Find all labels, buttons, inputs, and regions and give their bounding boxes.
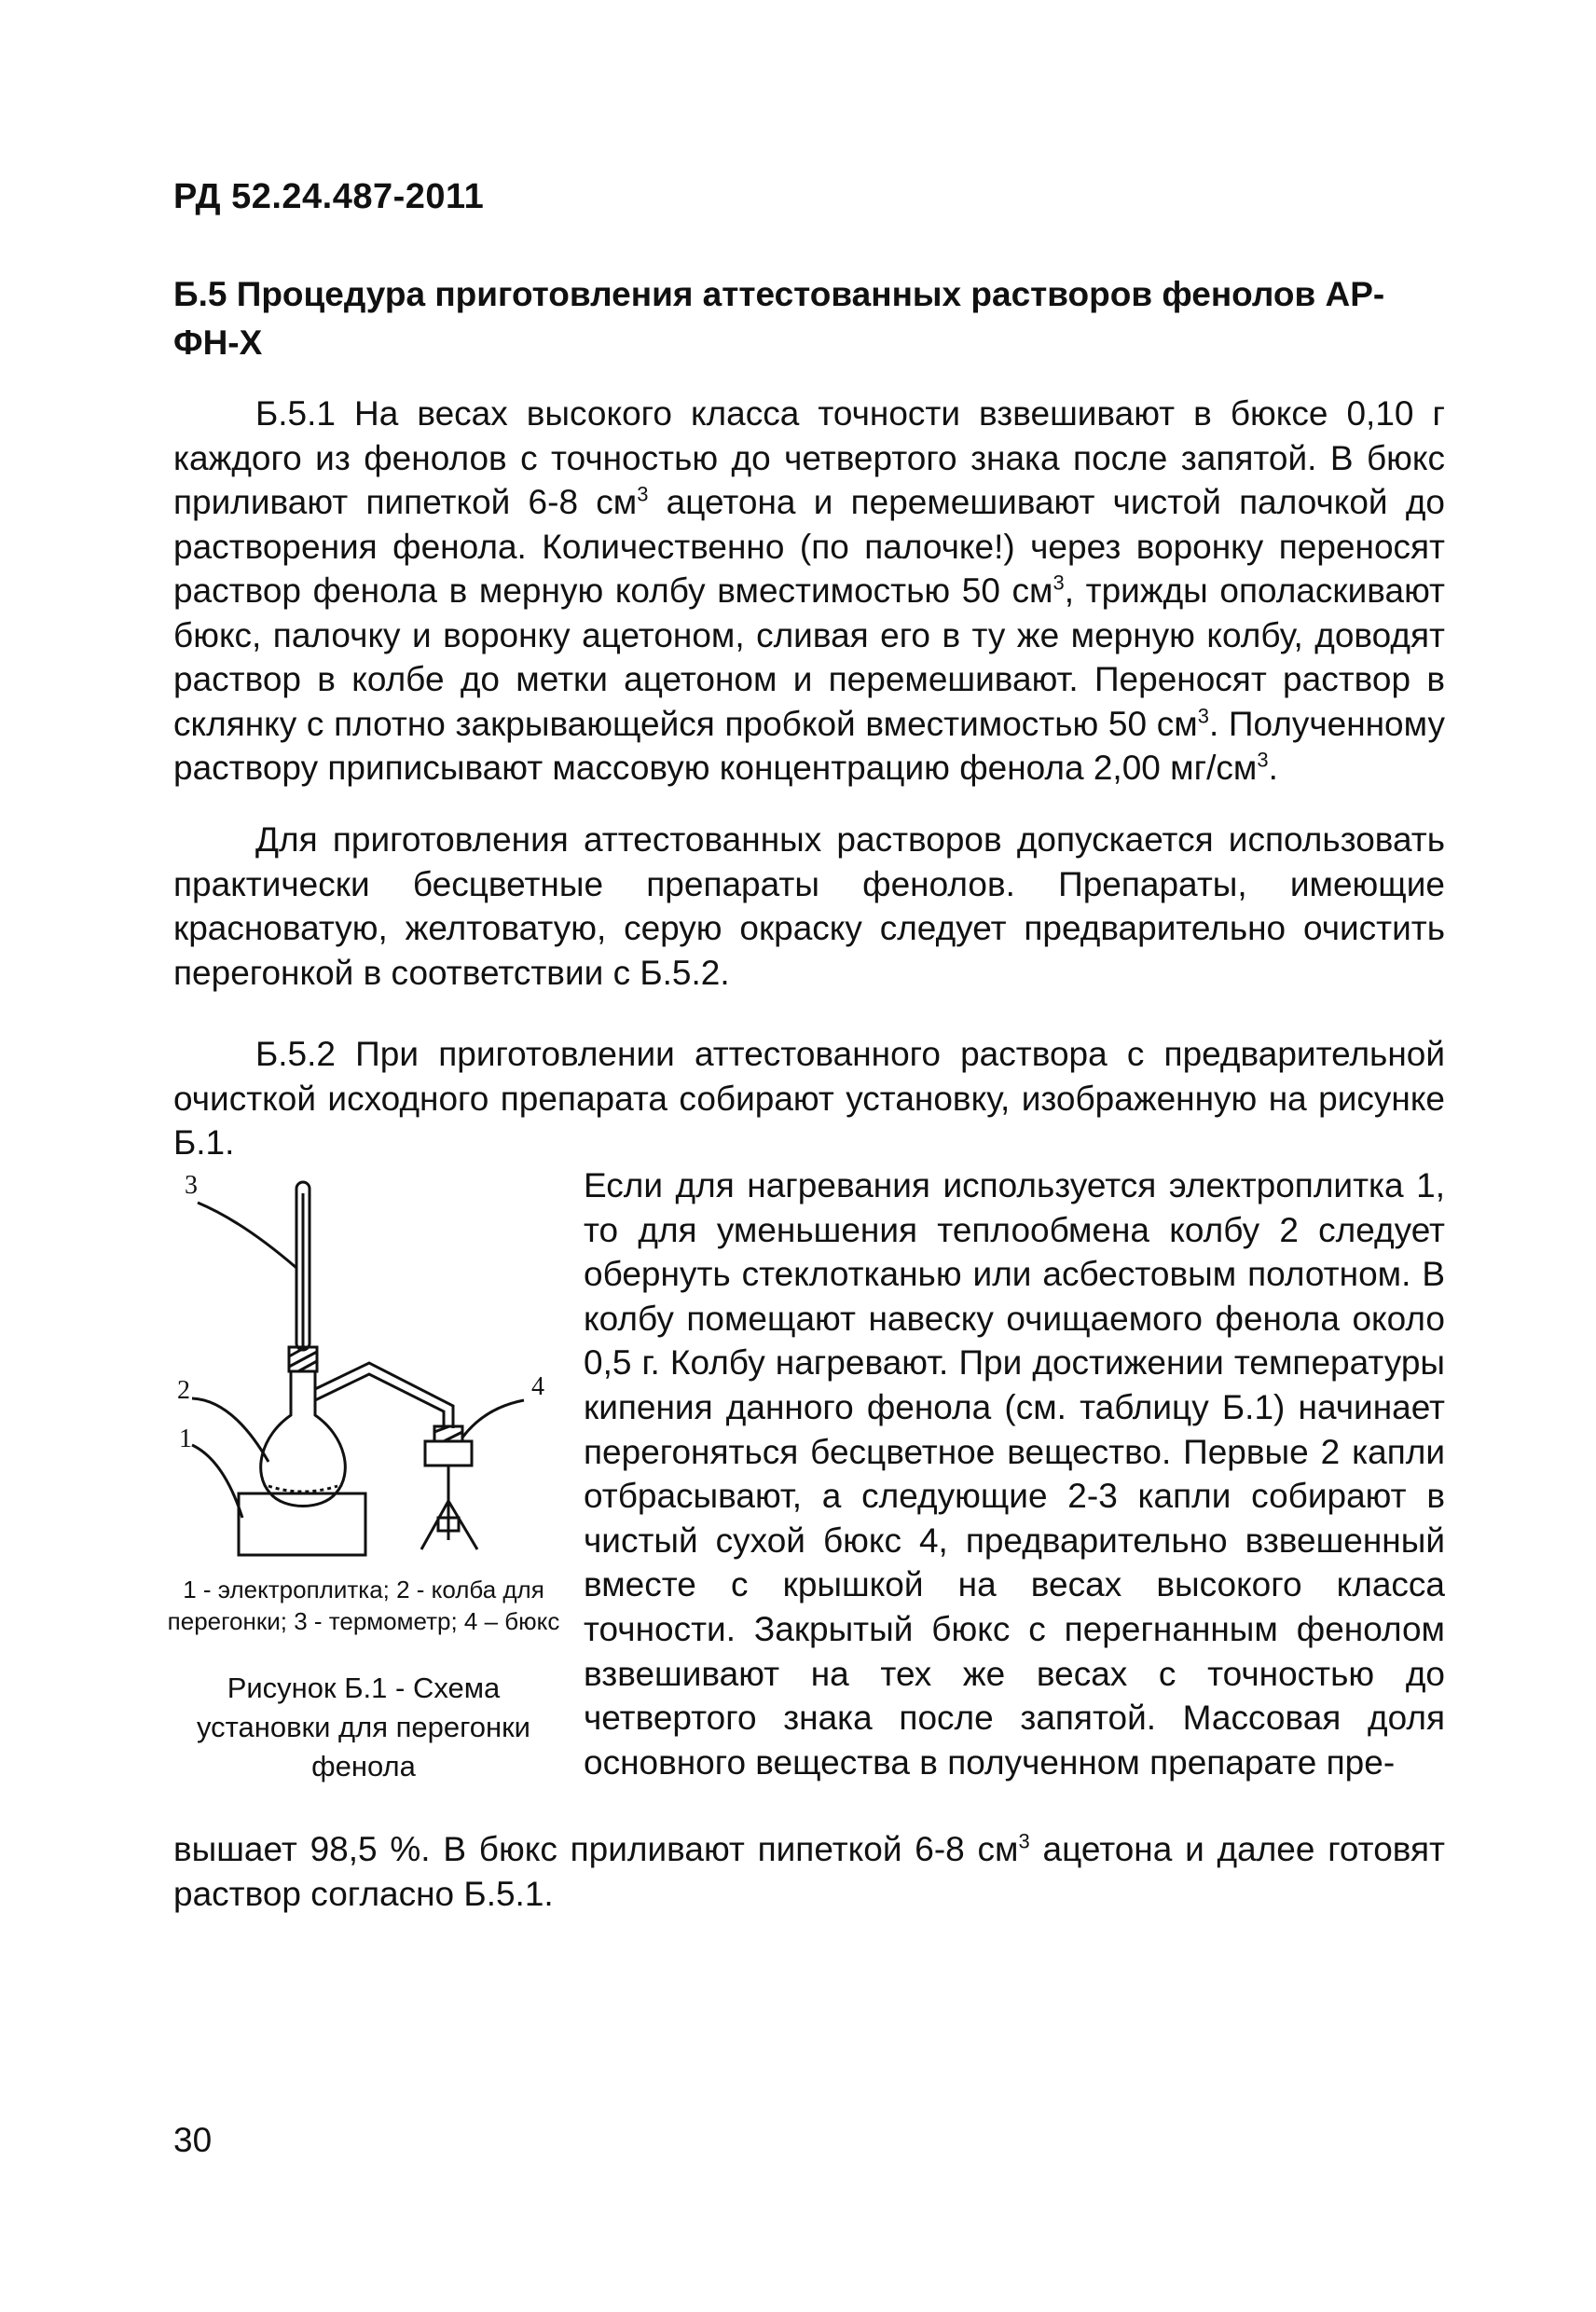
label-2: 2 (177, 1376, 190, 1405)
paragraph-heating-bottom-a: вышает 98,5 %. В бюкс приливают пипеткой 6-8 см (173, 1830, 1019, 1868)
paragraph-b51-part-b: ацетона и перемешивают чистой палочкой до растворения фенола. Количественно (по палочке!) через воронку переносят раствор фенола в мерную колбу вместимостью 50 см (173, 483, 1445, 610)
label-1: 1 (179, 1424, 192, 1453)
section-title: Б.5 Процедура приготовления аттестованных растворов фенолов АР-ФН-Х (173, 275, 1385, 362)
distillation-diagram (158, 1165, 569, 1576)
paragraph-b51-part-e: . (1268, 749, 1278, 787)
figure-caption: Рисунок Б.1 - Схема установки для перегонки фенола (196, 1672, 530, 1782)
paragraph-colorless-text: Для приготовления аттестованных растворов допускается использовать практически бесцветные препараты фенолов. Препараты, имеющие красноватую, желтоватую, серую окраску следует предварительно очистить перегонкой в соответствии с Б.5.2. (173, 820, 1445, 992)
distillation-setup-figure (158, 1165, 569, 1576)
superscript-3: 3 (1053, 571, 1065, 595)
paragraph-heating-right: Если для нагревания используется электроплитка 1, то для уменьшения теплообмена колбу 2 следует обернуть стеклотканью или асбестовым полотном. В колбу помещают навеску очищаемого фенола около 0,5 г. Колбу нагревают. При достижении температуры кипения данного фенола (см. таблицу Б.1) начинает перегоняться бесцветное вещество. Первые 2 капли отбрасывают, а следующие 2-3 капли собирают в чистый сухой бюкс 4, предварительно взвешенный вместе с крышкой на весах высокого класса точности. Закрытый бюкс с перегнанным фенолом взвешивают на тех же весах с точностью до четвертого знака после запятой. Массовая доля основного вещества в полученном препарате пре- (584, 1166, 1445, 1782)
paragraph-b52 (173, 1032, 1445, 1165)
superscript-3: 3 (1197, 704, 1209, 728)
superscript-3: 3 (1257, 748, 1269, 772)
paragraph-heating-bottom-b: ацетона и далее готовят раствор согласно Б.5.1. (173, 1830, 1445, 1913)
label-3: 3 (185, 1171, 198, 1200)
paragraph-b51 (173, 392, 1445, 791)
paragraph-b51-part-d: . Полученному раствору приписывают массовую концентрацию фенола 2,00 мг/см (173, 704, 1445, 787)
paragraph-b52-text: Б.5.2 При приготовлении аттестованного раствора с предварительной очисткой исходного препарата собирают установку, изображенную на рисунке Б.1. (173, 1035, 1445, 1162)
label-4: 4 (531, 1372, 544, 1401)
page-number: 30 (173, 2121, 213, 2159)
paragraph-b51-part-a: Б.5.1 На весах высокого класса точности взвешивают в бюксе 0,10 г каждого из фенолов с точностью до четвертого знака после запятой. В бюкс приливают пипеткой 6-8 см (173, 394, 1445, 521)
document-code: РД 52.24.487-2011 (173, 177, 485, 216)
condenser-tube-shape (315, 1363, 453, 1428)
superscript-3: 3 (1018, 1829, 1030, 1853)
paragraph-colorless-preparations (173, 818, 1445, 995)
figure-legend: 1 - электроплитка; 2 - колба для перегонки; 3 - термометр; 4 – бюкс (167, 1576, 560, 1635)
paragraph-heating-bottom (173, 1827, 1445, 1916)
hotplate-shape (239, 1493, 365, 1555)
superscript-3: 3 (637, 482, 649, 506)
paragraph-b51-part-c: , трижды ополаскивают бюкс, палочку и воронку ацетоном, сливая его в ту же мерную колбу, доводят раствор в колбе до метки ацетоном и перемешивают. Переносят раствор в склянку с плотно закрывающейся пробкой вместимостью 50 см (173, 571, 1445, 743)
